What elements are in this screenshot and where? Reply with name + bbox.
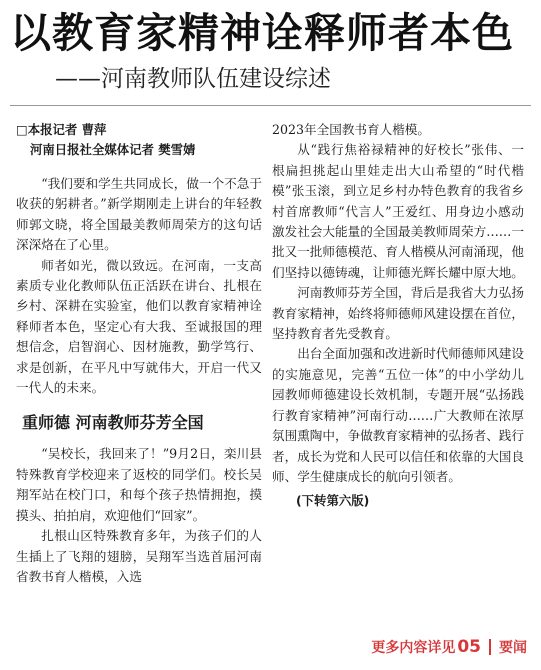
article-paragraph: “我们要和学生共同成长，做一个不急于收获的躬耕者。”新学期刚走上讲台的年轻教师郭文晓，将全国最美教师周荣方的这句话深深烙在了心里。 [16, 176, 262, 253]
section-name: 要闻 [499, 640, 527, 656]
article-column-left [16, 120, 262, 587]
article-paragraph: 河南教师芬芳全国，背后是我省大力弘扬教育家精神，始终将师德师风建设摆在首位，坚持教育者先受教育。 [272, 285, 524, 342]
headline: 以教育家精神诠释师者本色 [10, 9, 514, 57]
article-paragraph: 从“践行焦裕禄精神的好校长”张伟、一根扁担挑起山里娃走出大山希望的“时代楷模”张玉滚，到立足乡村办特色教育的我省乡村首席教师“代言人”王爱红、用身边小感动激发社会大能量的全国最美教师周荣方……一批又一批师德模范、育人楷模从河南涌现，他们坚持以德铸魂，让师德光辉长耀中原大地。 [272, 142, 524, 280]
byline-media-reporter: 河南日报社全媒体记者 樊雪婧 [30, 142, 196, 157]
page-footer[interactable] [371, 636, 527, 658]
article-paragraph: 出台全面加强和改进新时代师德师风建设的实施意见，完善“五位一体”的中小学幼儿园教师师德建设长效机制，专题开展“弘扬践行教育家精神”河南行动……广大教师在浓厚氛围熏陶中，争做教育家精神的弘扬者、践行者，成长为党和人民可以信任和依靠的大国良师、学生健康成长的航向引领者。 [272, 346, 524, 484]
byline-reporter: □本报记者 曹萍 [16, 122, 107, 137]
article-paragraph: 2023年全国教书育人楷模。 [272, 122, 430, 137]
section-heading: 重师德 河南教师芬芳全国 [22, 413, 204, 433]
more-content-label: 更多内容详见 [371, 640, 456, 656]
byline [16, 120, 262, 160]
subheadline: ——河南教师队伍建设综述 [55, 66, 331, 92]
header-divider [10, 105, 531, 106]
article-paragraph: 扎根山区特殊教育多年，为孩子们的人生插上了飞翔的翅膀，吴翔军当选首届河南省教书育人楷模，入选 [16, 528, 262, 584]
article-paragraph: 师者如光，微以致远。在河南，一支高素质专业化教师队伍正活跃在讲台、扎根在乡村、深耕在实验室，他们以教育家精神诠释师者本色，坚定心有大我、至诚报国的理想信念，启智润心、因材施教，勤学笃行、求是创新，在平凡中写就伟大，开启一代又一代人的未来。 [16, 257, 262, 396]
article-paragraph: “吴校长，我回来了！”9月2日，栾川县特殊教育学校迎来了返校的同学们。校长吴翔军站在校门口，和每个孩子热情拥抱，摸摸头、拍拍肩，欢迎他们“回家”。 [16, 446, 262, 523]
continued-notice: (下转第六版) [296, 493, 370, 509]
footer-divider [489, 639, 491, 655]
page-number: 05 [457, 637, 481, 657]
article-column-right [272, 120, 524, 511]
